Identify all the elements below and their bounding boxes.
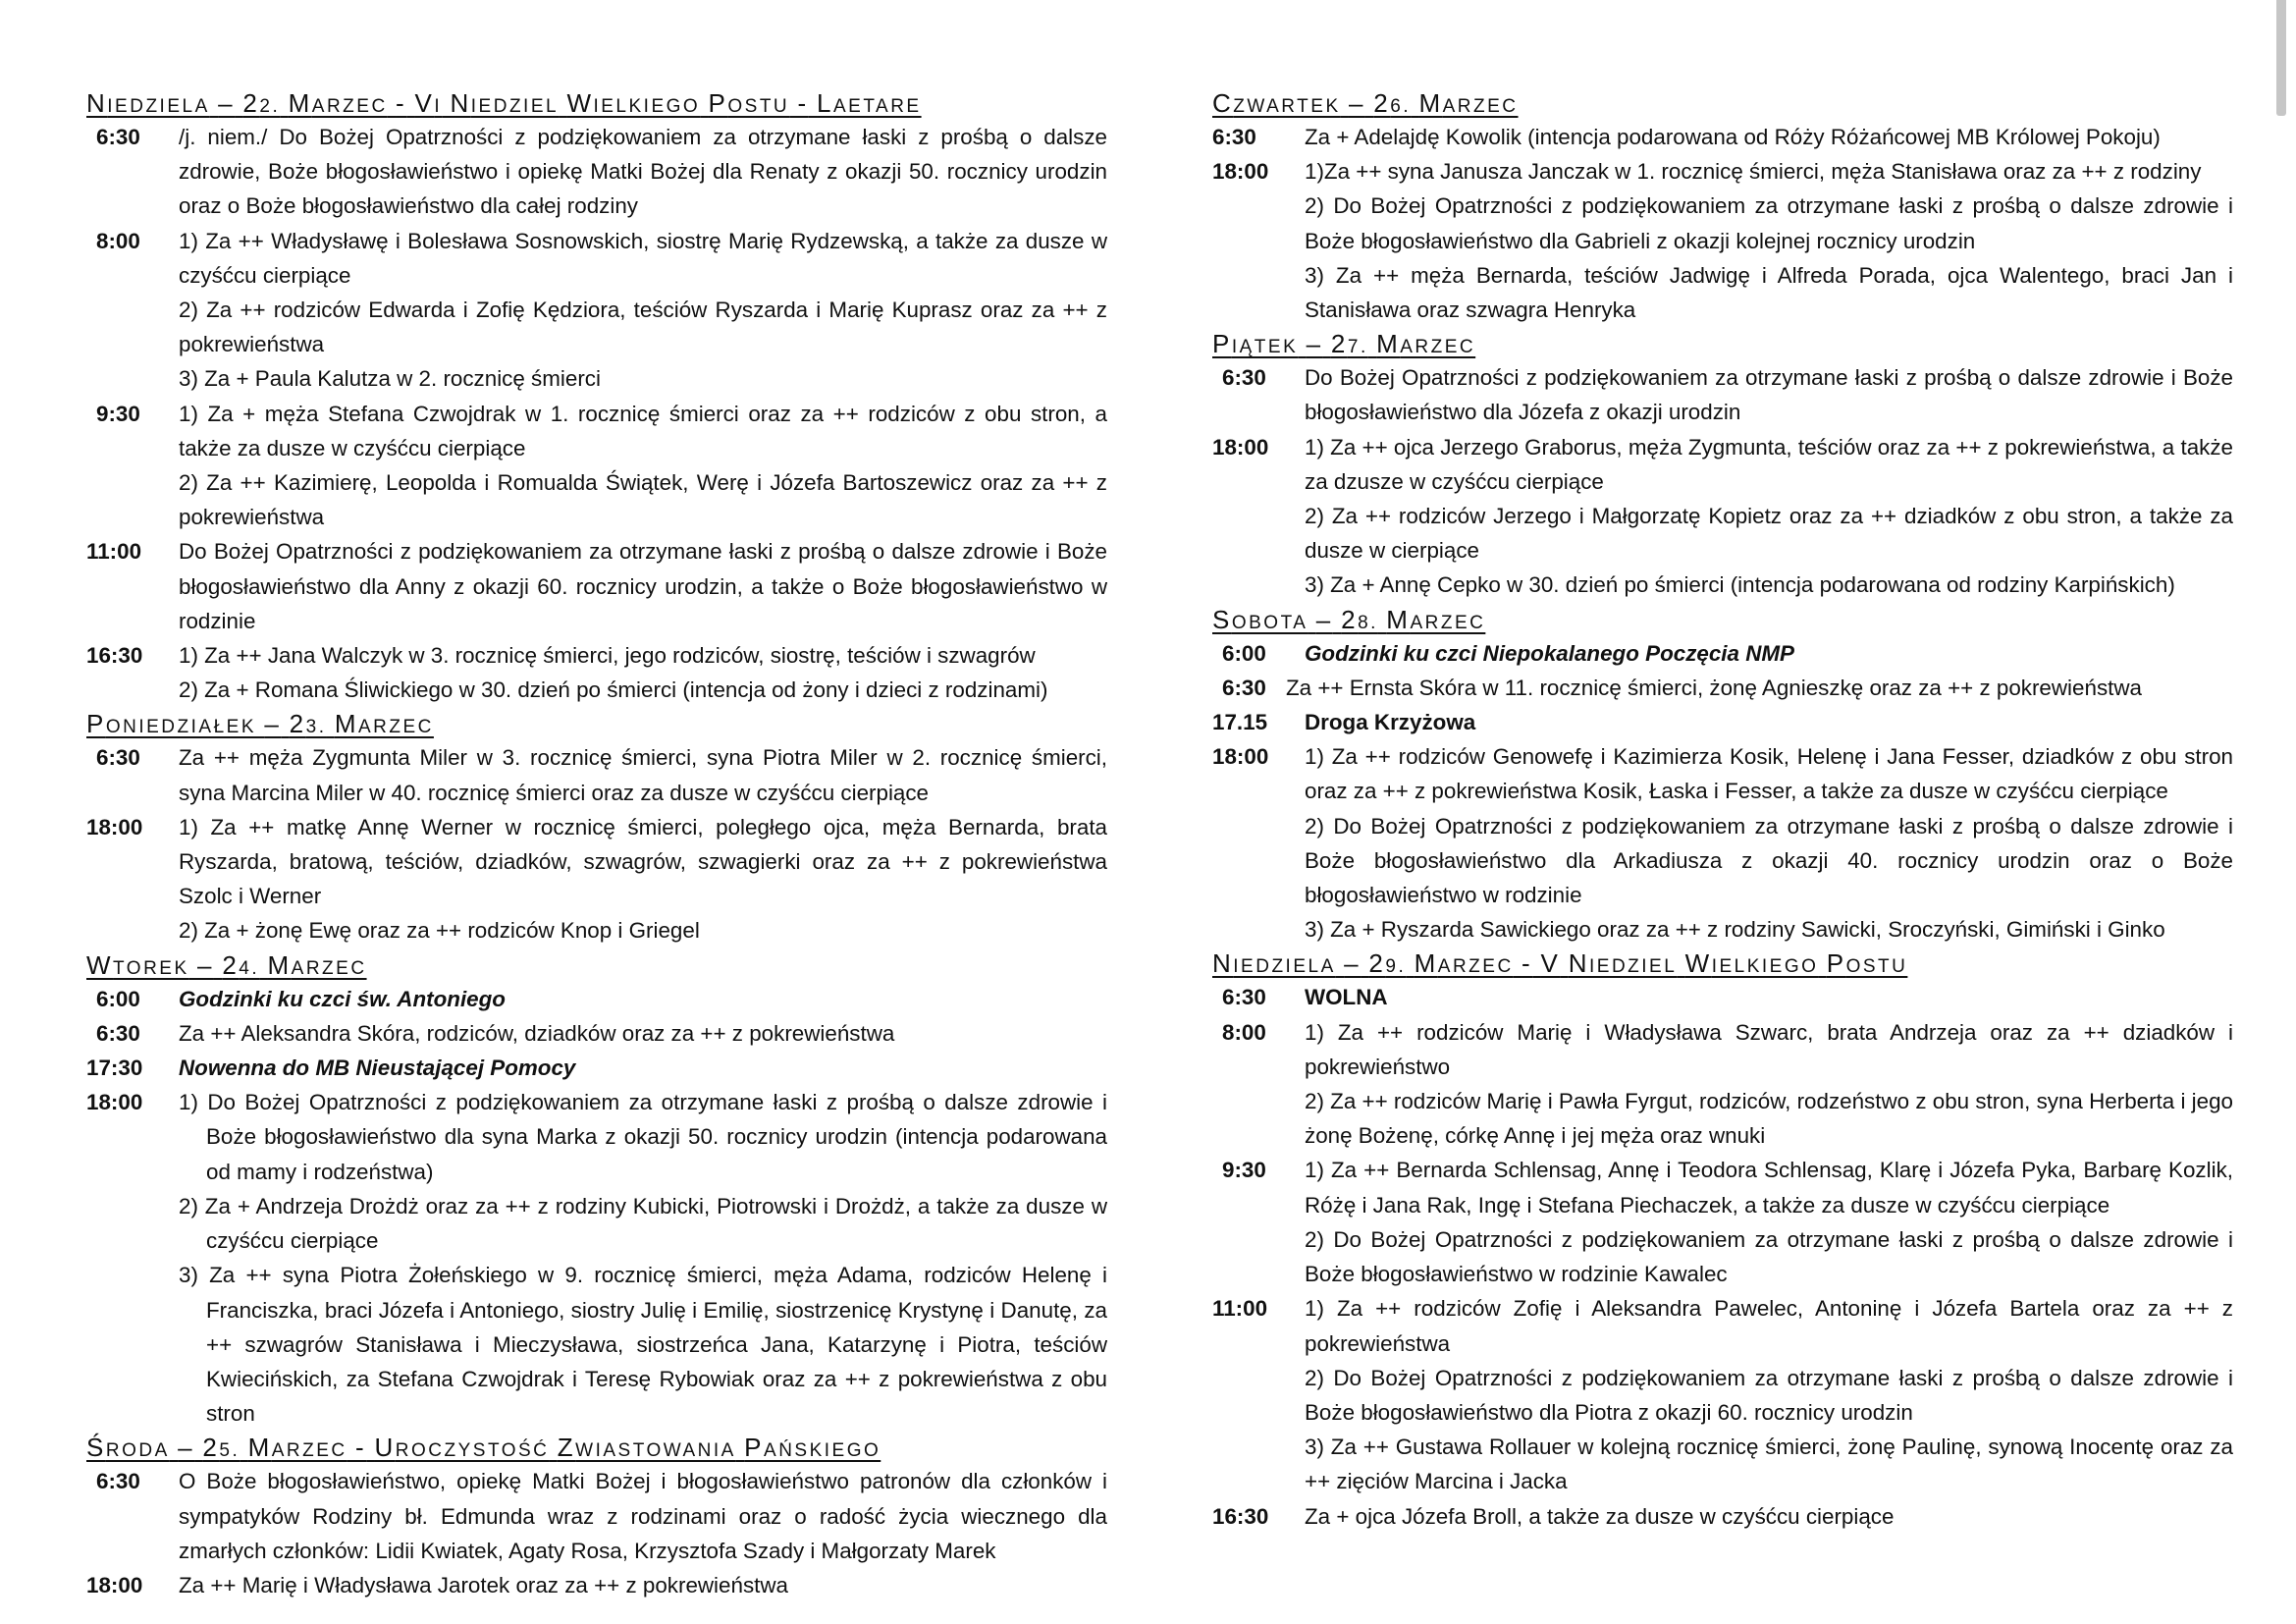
intention-entry xyxy=(86,1016,1107,1051)
intention-list xyxy=(1305,154,2233,327)
intention-line: 3) Za ++ męża Bernarda, teściów Jadwigę i Alfreda Porada, ojca Walentego, braci Jan i Stanisława oraz szwagra Henryka xyxy=(1305,262,2233,323)
intention-entry xyxy=(1212,636,2233,671)
intention-line: 2) Do Bożej Opatrzności z podziękowaniem za otrzymane łaski z prośbą o dalsze zdrowie i Boże błogosławieństwo dla Arkadiusza z okazji 40. rocznicy urodzin oraz o Boże błogosławieństwo w rodzinie xyxy=(1305,813,2233,908)
intention-entry xyxy=(86,810,1107,948)
intention-entry xyxy=(86,1464,1107,1568)
intention-entry xyxy=(1212,1015,2233,1154)
intention-list xyxy=(179,638,1107,707)
intention-line: 2) Za ++ rodziców Edwarda i Zofię Kędziora, teściów Ryszarda i Marię Kuprasz oraz za ++ z pokrewieństwa xyxy=(179,298,1107,357)
mass-time: 9:30 xyxy=(1222,1158,1266,1183)
mass-time: 8:00 xyxy=(96,228,140,253)
service-name: Godzinki ku czci św. Antoniego xyxy=(179,986,506,1011)
intention-entry xyxy=(86,120,1107,224)
intention-entry xyxy=(86,397,1107,535)
intention-entry xyxy=(1212,671,2233,705)
mass-time: 18:00 xyxy=(86,1572,143,1597)
mass-time: 18:00 xyxy=(1212,159,1269,185)
mass-time: 6:30 xyxy=(1212,125,1256,149)
intention-line: 3) Za + Annę Cepko w 30. dzień po śmierci (intencja podarowana od rodziny Karpińskich) xyxy=(1305,572,2175,598)
mass-time: 6:30 xyxy=(96,1469,140,1494)
day-heading: NIEDZIELA – 29. MARZEC - V NIEDZIEL WIELKIEGO POSTU xyxy=(1212,948,1908,979)
mass-time: 16:30 xyxy=(86,643,143,669)
service-name: Droga Krzyżowa xyxy=(1305,710,1476,735)
mass-time: 6:30 xyxy=(1222,985,1266,1010)
intention-entry xyxy=(86,982,1107,1016)
intention-entry xyxy=(1212,739,2233,947)
intention-line: 2) Do Bożej Opatrzności z podziękowaniem za otrzymane łaski z prośbą o dalsze zdrowie i Boże błogosławieństwo w rodzinie Kawalec xyxy=(1305,1226,2233,1287)
intention-entry xyxy=(1212,1153,2233,1291)
intention-line: 2) Do Bożej Opatrzności z podziękowaniem za otrzymane łaski z prośbą o dalsze zdrowie i Boże błogosławieństwo dla Gabrieli z okazji kolejnej rocznicy urodzin xyxy=(1305,193,2233,253)
intention-line: 1) Za ++ Władysławę i Bolesława Sosnowskich, siostrę Marię Rydzewską, a także za dusze w czyśćcu cierpiące xyxy=(179,228,1107,288)
day-heading: PIĄTEK – 27. MARZEC xyxy=(1212,329,1476,359)
intention-list xyxy=(1305,1015,2233,1154)
intention-list xyxy=(179,810,1107,948)
mass-time: 6:30 xyxy=(1222,365,1266,391)
intention-text: /j. niem./ Do Bożej Opatrzności z podziękowaniem za otrzymane łaski z prośbą o dalsze zdrowie, Boże błogosławieństwo i opiekę Matki Bożej dla Renaty z okazji 50. rocznicy urodzin oraz o Boże błogosławieństwo dla całej rodziny xyxy=(179,125,1107,219)
day-heading: CZWARTEK – 26. MARZEC xyxy=(1212,88,1519,118)
intention-line: 3) Za ++ syna Piotra Żołeńskiego w 9. rocznicę śmierci, męża Adama, rodziców Helenę i Franciszka, braci Józefa i Antoniego, siostry Julię i Emilię, siostrzenicę Krystynę i Danutę, za ++ szwagrów Stanisława i Mieczysława, siostrzeńca Jana, Katarzynę i Piotra, teściów Kwiecińskich, za Stefana Czwojdrak i Teresę Rybowiak oraz za ++ z pokrewieństwa z obu stron xyxy=(179,1263,1107,1427)
mass-time: 17.15 xyxy=(1212,710,1268,735)
mass-time: 17:30 xyxy=(86,1056,143,1081)
day-heading: ŚRODA – 25. MARZEC - UROCZYSTOŚĆ ZWIASTOWANIA PAŃSKIEGO xyxy=(86,1433,881,1463)
intention-line: 1) Do Bożej Opatrzności z podziękowaniem za otrzymane łaski z prośbą o dalsze zdrowie i Boże błogosławieństwo dla syna Marka z okazji 50. rocznicy urodzin (intencja podarowana od mamy i rodzeństwa) xyxy=(179,1090,1107,1184)
intention-line: 1) Za ++ matkę Annę Werner w rocznicę śmierci, poległego ojca, męża Bernarda, brata Ryszarda, bratową, teściów, dziadków, szwagrów, szwagierki oraz za ++ z pokrewieństwa Szolc i Werner xyxy=(179,814,1107,909)
service-name: WOLNA xyxy=(1305,985,1388,1010)
intention-line: 2) Za + Romana Śliwickiego w 30. dzień po śmierci (intencja od żony i dzieci z rodzinami) xyxy=(179,677,1048,703)
intention-entry xyxy=(86,1085,1107,1431)
intention-entry xyxy=(1212,360,2233,429)
intention-text: Za ++ Marię i Władysława Jarotek oraz za ++ z pokrewieństwa xyxy=(179,1572,788,1597)
mass-time: 6:00 xyxy=(1222,640,1266,666)
intention-list xyxy=(179,397,1107,535)
intention-line: 3) Za + Paula Kalutza w 2. rocznicę śmierci xyxy=(179,366,601,392)
intention-line: 1) Za ++ Jana Walczyk w 3. rocznicę śmierci, jego rodziców, siostrę, teściów i szwagrów xyxy=(179,643,1036,669)
mass-time: 18:00 xyxy=(1212,434,1269,460)
intention-entry xyxy=(86,1051,1107,1085)
scrollbar-thumb[interactable] xyxy=(2276,0,2286,116)
intention-text: Za + ojca Józefa Broll, a także za dusze w czyśćcu cierpiące xyxy=(1305,1503,1895,1529)
intention-line: 2) Za ++ rodziców Marię i Pawła Fyrgut, rodziców, rodzeństwo z obu stron, syna Herberta i jego żonę Bożenę, córkę Annę i jej męża oraz wnuki xyxy=(1305,1089,2233,1149)
intention-line: 3) Za + Ryszarda Sawickiego oraz za ++ z rodziny Sawicki, Sroczyński, Gimiński i Ginko xyxy=(1305,917,2165,943)
day-heading: PONIEDZIAŁEK – 23. MARZEC xyxy=(86,709,434,739)
service-name: Nowenna do MB Nieustającej Pomocy xyxy=(179,1056,576,1081)
intention-list xyxy=(179,224,1107,397)
intention-entry xyxy=(86,1568,1107,1602)
intention-text: Za ++ Aleksandra Skóra, rodziców, dziadków oraz za ++ z pokrewieństwa xyxy=(179,1020,895,1046)
intention-entry xyxy=(86,638,1107,707)
day-heading: NIEDZIELA – 22. MARZEC - VI NIEDZIEL WIELKIEGO POSTU - LAETARE xyxy=(86,88,922,118)
intention-line: 2) Za + żonę Ewę oraz za ++ rodziców Knop i Griegel xyxy=(179,918,700,944)
day-heading: SOBOTA – 28. MARZEC xyxy=(1212,604,1486,634)
mass-time: 18:00 xyxy=(86,814,143,839)
intention-line: 1) Za ++ rodziców Marię i Władysława Szwarc, brata Andrzeja oraz za ++ dziadków i pokrewieństwo xyxy=(1305,1019,2233,1079)
intention-text: Za + Adelajdę Kowolik (intencja podarowana od Róży Różańcowej MB Królowej Pokoju) xyxy=(1305,125,2161,149)
intention-entry xyxy=(86,534,1107,638)
intention-line: 1) Za ++ rodziców Zofię i Aleksandra Pawelec, Antoninę i Józefa Bartela oraz za ++ z pokrewieństwa xyxy=(1305,1296,2233,1356)
intention-line: 2) Za ++ rodziców Jerzego i Małgorzatę Kopietz oraz za ++ dziadków z obu stron, a także za dusze w cierpiące xyxy=(1305,504,2233,564)
mass-time: 6:30 xyxy=(1222,675,1266,700)
intention-entry xyxy=(1212,980,2233,1014)
mass-time: 9:30 xyxy=(96,401,140,426)
intention-entry xyxy=(1212,1291,2233,1498)
intention-entry xyxy=(1212,1499,2233,1534)
mass-time: 11:00 xyxy=(1212,1296,1268,1322)
intention-list xyxy=(179,1085,1107,1431)
intention-entry xyxy=(1212,430,2233,603)
intention-entry xyxy=(1212,705,2233,739)
intention-text: Do Bożej Opatrzności z podziękowaniem za otrzymane łaski z prośbą o dalsze zdrowie i Boże błogosławieństwo dla Anny z okazji 60. rocznicy urodzin, a także o Boże błogosławieństwo w rodzinie xyxy=(179,539,1107,633)
right-column xyxy=(1212,86,2233,1534)
mass-time: 8:00 xyxy=(1222,1019,1266,1045)
mass-time: 6:30 xyxy=(96,1020,140,1046)
intention-line: 3) Za ++ Gustawa Rollauer w kolejną rocznicę śmierci, żonę Paulinę, synową Inocentę oraz za ++ zięciów Marcina i Jacka xyxy=(1305,1435,2233,1494)
mass-time: 16:30 xyxy=(1212,1503,1269,1529)
mass-time: 18:00 xyxy=(1212,744,1269,770)
intention-entry xyxy=(86,224,1107,397)
mass-time: 18:00 xyxy=(86,1090,143,1115)
day-heading: WTOREK – 24. MARZEC xyxy=(86,949,367,980)
intention-entry xyxy=(1212,120,2233,154)
intention-list xyxy=(1305,1291,2233,1498)
intention-entry xyxy=(1212,154,2233,327)
intention-line: 1) Za ++ ojca Jerzego Graborus, męża Zygmunta, teściów oraz za ++ z pokrewieństwa, a także za dzusze w czyśćcu cierpiące xyxy=(1305,434,2233,494)
intention-text: Do Bożej Opatrzności z podziękowaniem za otrzymane łaski z prośbą o dalsze zdrowie i Boże błogosławieństwo dla Józefa z okazji urodzin xyxy=(1305,365,2233,425)
left-column xyxy=(86,86,1107,1602)
intention-line: 2) Za + Andrzeja Drożdż oraz za ++ z rodziny Kubicki, Piotrowski i Drożdż, a także za dusze w czyśćcu cierpiące xyxy=(179,1193,1107,1254)
intention-entry xyxy=(86,740,1107,809)
intention-line: 1) Za + męża Stefana Czwojdrak w 1. rocznicę śmierci oraz za ++ rodziców z obu stron, a także za dusze w czyśćcu cierpiące xyxy=(179,401,1107,460)
service-name: Godzinki ku czci Niepokalanego Poczęcia NMP xyxy=(1305,640,1794,666)
intention-line: 1) Za ++ Bernarda Schlensag, Annę i Teodora Schlensag, Klarę i Józefa Pyka, Barbarę Kozlik, Różę i Jana Rak, Ingę i Stefana Piechaczek, a także za dusze w czyśćcu cierpiące xyxy=(1305,1158,2233,1218)
mass-time: 6:30 xyxy=(96,745,140,771)
intention-list xyxy=(1305,430,2233,603)
mass-time: 6:00 xyxy=(96,986,140,1011)
intention-line: 1) Za ++ rodziców Genowefę i Kazimierza Kosik, Helenę i Jana Fesser, dziadków z obu stron oraz za ++ z pokrewieństwa Kosik, Łaska i Fesser, a także za dusze w czyśćcu cierpiące xyxy=(1305,744,2233,804)
intention-line: 2) Za ++ Kazimierę, Leopolda i Romualda Świątek, Werę i Józefa Bartoszewicz oraz za ++ z pokrewieństwa xyxy=(179,470,1107,530)
intention-text: Za ++ Ernsta Skóra w 11. rocznicę śmierci, żonę Agnieszkę oraz za ++ z pokrewieństwa xyxy=(1286,675,2142,700)
intention-line: 1)Za ++ syna Janusza Janczak w 1. rocznicę śmierci, męża Stanisława oraz za ++ z rodziny xyxy=(1305,159,2202,185)
intention-list xyxy=(1305,1153,2233,1291)
intention-text: O Boże błogosławieństwo, opiekę Matki Bożej i błogosławieństwo patronów dla członków i sympatyków Rodziny bł. Edmunda wraz z rodzinami oraz o radość życia wiecznego dla zmarłych członków: Lidii Kwiatek, Agaty Rosa, Krzysztofa Szady i Małgorzaty Marek xyxy=(179,1469,1107,1563)
intention-text: Za ++ męża Zygmunta Miler w 3. rocznicę śmierci, syna Piotra Miler w 2. rocznicę śmierci, syna Marcina Miler w 40. rocznicę śmierci oraz za dusze w czyśćcu cierpiące xyxy=(179,745,1107,805)
intention-list xyxy=(1305,739,2233,947)
mass-time: 6:30 xyxy=(96,125,140,149)
mass-time: 11:00 xyxy=(86,539,142,565)
intention-line: 2) Do Bożej Opatrzności z podziękowaniem za otrzymane łaski z prośbą o dalsze zdrowie i Boże błogosławieństwo dla Piotra z okazji 60. rocznicy urodzin xyxy=(1305,1365,2233,1425)
